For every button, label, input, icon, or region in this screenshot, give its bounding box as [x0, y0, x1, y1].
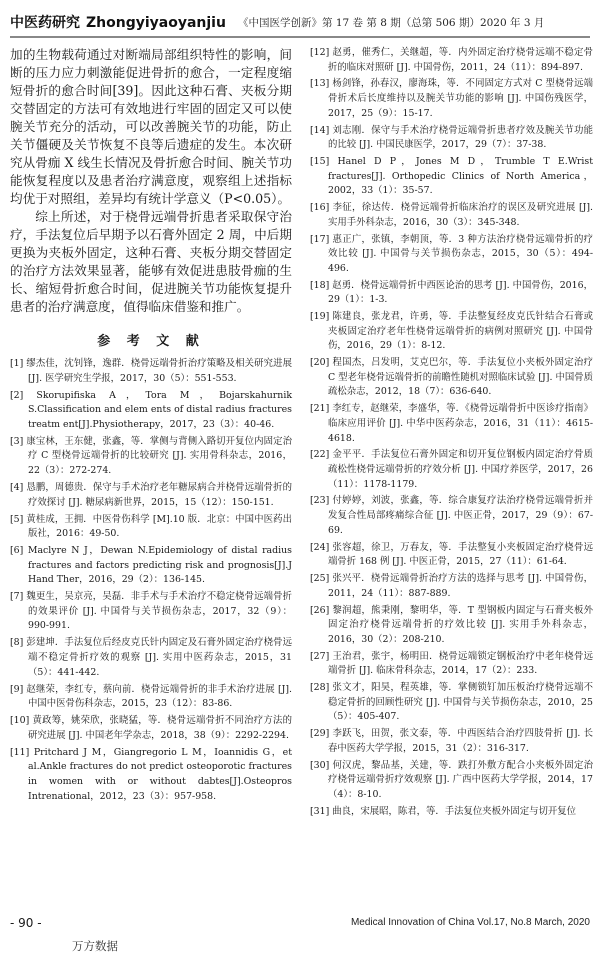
reference-item: [7] 魏更生，吴京亮，吴磊．非手术与手术治疗不稳定桡骨远端骨折的效果评价 [J]. 中国骨与关节损伤杂志，2017，32（9）：990-991. [10, 591, 292, 632]
page-header [10, 8, 590, 36]
page-number: - 90 - [10, 916, 42, 930]
references-heading: 参 考 文 献 [97, 334, 205, 349]
right-column [310, 46, 593, 822]
section-title [10, 12, 226, 32]
reference-item: [17] 惠正广，张镇，李朝顶，等．3 种方法治疗桡骨远端骨折的疗效比较 [J]. 中国骨与关节损伤杂志，2015，30（5）：494-496. [310, 233, 593, 274]
reference-item: [30] 何汉虎，黎品基，关建，等．跌打外敷方配合小夹板外固定治疗桡骨远端骨折疗效观察 [J]. 广西中医药大学学报，2014，17（4）：8-10. [310, 759, 593, 800]
reference-item: [14] 刘志刚．保守与手术治疗桡骨远端骨折患者疗效及腕关节功能的比较 [J]. 中国民康医学，2017，29（7）：37-38. [310, 124, 593, 151]
reference-item: [21] 李红专，赵继荣，李盛华，等．《桡骨远端骨折中医诊疗指南》临床应用评价 [J]. 中华中医药杂志，2016，31（11）：4615-4618. [310, 403, 593, 444]
reference-item: [18] 赵勇．桡骨远端骨折中西医论治的思考 [J]. 中国骨伤，2016，29（1）：1-3. [310, 279, 593, 306]
reference-item: [29] 李跃飞，田贺，张文泰，等．中西医结合治疗四肢骨折 [J]. 长春中医药大学学报，2015，31（2）：316-317. [310, 728, 593, 754]
reference-item: [6] Maclyre N J，Dewan N.Epidemiology of distal radius fractures and factors predicting risk and prognosis[J].J Hand Ther，2016，29（2）：136-145. [10, 545, 292, 586]
reference-list-right [310, 46, 593, 819]
reference-item: [1] 缪杰佳，沈钊锋，逸群．桡骨远端骨折治疗策略及相关研究进展 [J]. 医学研究生学报，2017，30（5）：551-553. [10, 358, 292, 384]
reference-item: [4] 恳鹏，周德贵．保守与手术治疗老年糖尿病合并桡骨远端骨折的疗效探讨 [J]. 糖尿病新世界，2015，15（12）：150-151. [10, 481, 292, 508]
reference-item: [10] 黄政筹，姚荣欣，张晓猛，等．桡骨远端骨折不同治疗方法的研究进展 [J]. 中国老年学杂志，2018，38（9）：2292-2294. [10, 715, 292, 741]
left-column [10, 46, 292, 807]
section-title-cn: 中医药研究 [10, 15, 80, 31]
database-watermark: 万方数据 [72, 939, 118, 953]
header-divider [10, 36, 590, 38]
journal-issue-info: 《中国医学创新》第 17 卷 第 8 期（总第 506 期）2020 年 3 月 [238, 17, 545, 29]
reference-item: [11] Pritchard J M，Giangregorio L M，Ioannidis G，et al.Ankle fractures do not predict osteoporotic fractures in women with or without dabtes[J].Osteopros Intrenational，2012，23（3）：957-958. [10, 746, 292, 802]
body-paragraph-2: 综上所述，对于桡骨远端骨折患者采取保守治疗，手法复位后早期予以石膏外固定 2 周，中后期更换为夹板外固定，这种石膏、夹板分期交替固定的治疗方法效果显著，能够有效促进患肢骨痂的生长、缩短骨折愈合时间，促进腕关节功能恢复提升患者的治疗满意度，值得临床借鉴和推广。 [10, 209, 292, 314]
reference-item: [31] 曲良，宋展昭，陈君，等．手法复位夹板外固定与切开复位 [310, 805, 576, 817]
section-title-en: Zhongyiyaoyanjiu [86, 15, 226, 31]
reference-item: [16] 李征，徐达传．桡骨远端骨折临床治疗的误区及研究进展 [J]. 实用手外科杂志，2016，30（3）：345-348. [310, 202, 593, 228]
reference-item: [26] 黎润超，熊秉刚，黎明华，等．T 型钢板内固定与石膏夹板外固定治疗桡骨远端骨折的疗效比较 [J]. 实用手外科杂志，2016，30（2）：208-210. [310, 604, 593, 645]
reference-item: [13] 杨剑锋，孙春汉，廖海珠，等．不同固定方式对 C 型桡骨远端骨折术后长度维持以及腕关节功能的影响 [J]. 中国伤残医学，2017，25（9）：15-17. [310, 78, 593, 119]
reference-item: [5] 黄桂成，王拥．中医骨伤科学 [M].10 版．北京：中国中医药出版社，2016：49-50. [10, 513, 292, 540]
reference-item: [2] Skorupifiska A，Tora M，Bojarskahurnik S.Classification and elem ents of distal radius fractures treatm ent[J].Physiotherapy，2017，23（3）：40-46. [10, 389, 292, 430]
reference-item: [20] 程国杰，吕发明，艾克巴尔，等．手法复位小夹板外固定治疗 C 型老年桡骨远端骨折的前瞻性随机对照临床试验 [J]. 中国骨质疏松杂志，2012，18（7）：636-640. [310, 357, 593, 398]
reference-item: [25] 张兴平．桡骨远端骨折治疗方法的选择与思考 [J]. 中国骨伤，2011，24（11）：887-889. [310, 573, 593, 599]
reference-list-left [10, 357, 292, 804]
reference-item: [28] 张文才，阳昊，程英雄，等．掌侧锁钉加压板治疗桡骨远端不稳定骨折的回顾性研究 [J]. 中国骨与关节损伤杂志，2010，25（5）：405-407. [310, 682, 593, 723]
reference-item: [23] 付婷婷，刘波，张鑫，等．综合康复疗法治疗桡骨远端骨折并发复合性局部疼痛综合征 [J]. 中医正骨，2017，29（9）：67-69. [310, 495, 593, 536]
reference-item: [24] 张容超，徐卫，万春友，等．手法整复小夹板固定治疗桡骨远端骨折 168 例 [J]. 中医正骨，2015，27（11）：61-64. [310, 541, 593, 568]
reference-item: [9] 赵继荣，李红专，蔡向前．桡骨远端骨折的非手术治疗进展 [J]. 中国中医骨伤科杂志，2015，23（12）：83-86. [10, 683, 292, 710]
reference-item: [22] 金平平．手法复位石膏外固定和切开复位钢板内固定治疗骨质疏松性桡骨远端骨折的疗效分析 [J]. 中国疗养医学，2017，26（11）：1178-1179. [310, 449, 593, 490]
footer-journal-citation: Medical Innovation of China Vol.17, No.8 March, 2020 [350, 917, 590, 928]
reference-item: [15] Hanel D P，Jones M D，Trumble T E.Wrist fractures[J]. Orthopedic Clinics of North America，2002，33（1）：35-57. [310, 156, 593, 197]
reference-item: [27] 王治君，张宇，杨明田．桡骨远端锁定钢板治疗中老年桡骨远端骨折 [J]. 临床骨科杂志，2014，17（2）：233. [310, 650, 593, 677]
reference-item: [8] 彭建坤．手法复位后经皮克氏针内固定及石膏外固定治疗桡骨远端不稳定骨折疗效的观察 [J]. 实用中医药杂志，2015，31（5）：441-442. [10, 637, 292, 678]
reference-item: [19] 陈建良，张龙君，许勇，等．手法整复经皮克氏针结合石膏或夹板固定治疗老年性桡骨远端骨折的病例对照研究 [J]. 中国骨伤，2016，29（1）：8-12. [310, 311, 593, 352]
reference-item: [3] 康宝林，王东健，张鑫，等．掌侧与背侧入路切开复位内固定治疗 C 型桡骨远端骨折的比较研究 [J]. 实用骨科杂志，2016，22（3）：272-274. [10, 435, 292, 476]
page-footer [10, 916, 590, 952]
reference-item: [12] 赵勇，催秀仁，关继超，等．内外固定治疗桡骨远端不稳定骨折的临床对照研 [J]. 中国骨伤，2011，24（11）：894-897. [310, 47, 593, 73]
body-paragraph-1: 加的生物载荷通过对断端局部组织特性的影响，间断的压力应力刺激能促进骨折的愈合，一定程度缩短骨折的愈合时间[39]。因此这种石膏、夹板分期交替固定的方法可有效地进行牢固的固定又可以使腕关节充分的活动，可以改善腕关节的功能，防止关节僵硬及关节恢复不良等后遗症的发生。本次研究从骨痂 X 线生长情况及骨折愈合时间、腕关节功能恢复程度以及患者治疗满意度，观察组上述指标均优于对照组，差异均有统计学意义（P<0.05）。 [10, 47, 292, 206]
